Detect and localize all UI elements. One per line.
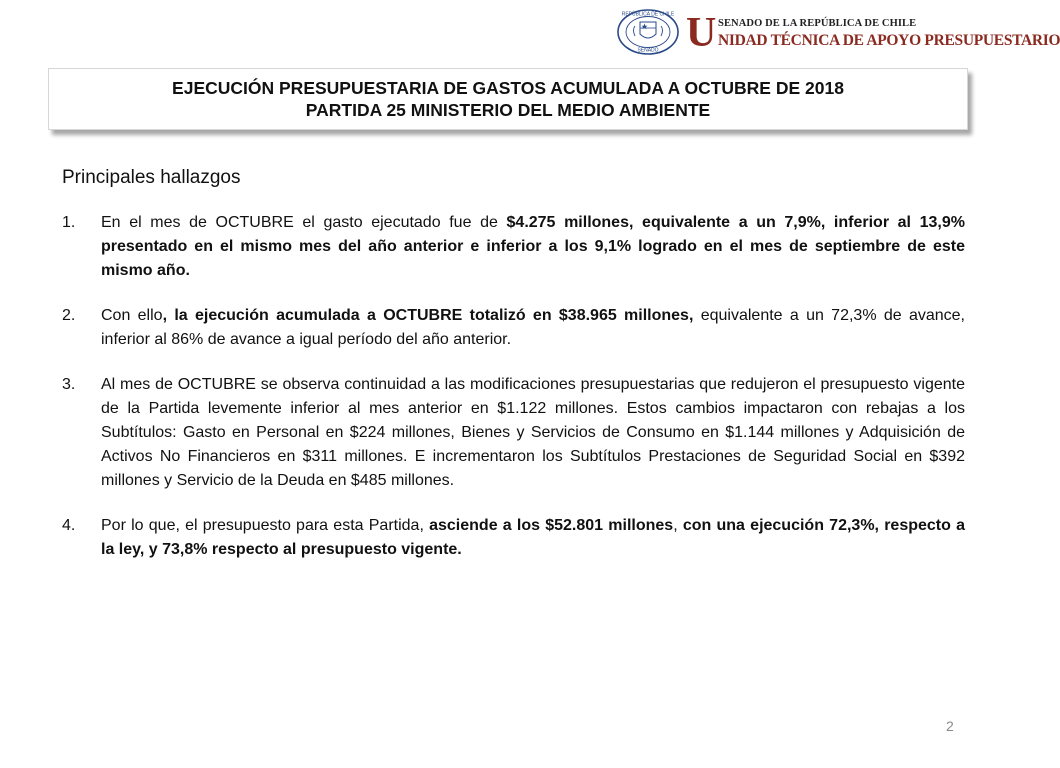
finding-number: 2. — [62, 307, 76, 324]
finding-item-2 — [62, 304, 965, 352]
finding-text-bold: asciende a los $52.801 millones — [429, 517, 674, 534]
seal-text-top: REPÚBLICA DE CHILE — [621, 11, 675, 18]
finding-text-segment: Con ello — [101, 307, 163, 324]
finding-text — [101, 214, 965, 279]
finding-item-1 — [62, 211, 965, 283]
finding-text — [101, 376, 965, 489]
finding-number: 3. — [62, 376, 76, 393]
brand-unit-line: NIDAD TÉCNICA DE APOYO PRESUPUESTARIO — [718, 32, 1060, 49]
brand-senate-line: SENADO DE LA REPÚBLICA DE CHILE — [718, 18, 917, 29]
slide-title-line-1: EJECUCIÓN PRESUPUESTARIA DE GASTOS ACUMULADA A OCTUBRE DE 2018 — [172, 78, 844, 98]
findings-list — [62, 211, 965, 583]
finding-text-bold: , la ejecución acumulada a OCTUBRE totalizó en $38.965 millones, — [162, 307, 694, 324]
finding-number: 1. — [62, 214, 76, 231]
finding-text — [101, 517, 965, 558]
finding-number: 4. — [62, 517, 76, 534]
seal-text-bottom: SENADO — [637, 47, 659, 54]
slide-title-line-2: PARTIDA 25 MINISTERIO DEL MEDIO AMBIENTE — [305, 100, 711, 120]
page-number: 2 — [946, 718, 954, 734]
finding-text-segment: Por lo que, el presupuesto para esta Partida, — [101, 517, 430, 534]
finding-text-bold: $4.275 millones, equivalente a un 7,9%, inferior al 13,9% presentado en el mismo mes del año anterior e inferior a los 9,1% logrado en el mes de septiembre de este mismo año. — [101, 214, 965, 279]
section-heading: Principales hallazgos — [62, 167, 241, 188]
slide-title-box — [48, 68, 968, 130]
finding-text-segment: En el mes de OCTUBRE el gasto ejecutado fue de — [101, 214, 507, 231]
finding-text — [101, 307, 965, 348]
utap-brand-logo — [686, 8, 1060, 58]
senado-seal-logo — [616, 8, 680, 56]
brand-initial: U — [686, 10, 717, 56]
finding-text-segment: Al mes de OCTUBRE se observa continuidad a las modificaciones presupuestarias que redujeron el presupuesto vigente de la Partida levemente inferior al mes anterior en $1.122 millones. Estos cambios impactaron con rebajas a los Subtítulos: Gasto en Personal en $224 millones, Bienes y Servicios de Consumo en $1.144 millones y Adquisición de Activos No Financieros en $311 millones. E incrementaron los Subtítulos Prestaciones de Seguridad Social en $392 millones y Servicio de la Deuda en $485 millones. — [101, 376, 965, 489]
finding-item-4 — [62, 514, 965, 562]
finding-item-3 — [62, 373, 965, 493]
finding-text-bold: con una ejecución 72,3%, respecto a la ley, y 73,8% respecto al presupuesto vigente. — [101, 517, 966, 558]
finding-text-segment: , — [673, 517, 683, 534]
finding-text-segment: equivalente a un 72,3% de avance, inferior al 86% de avance a igual período del año anterior. — [101, 307, 966, 348]
